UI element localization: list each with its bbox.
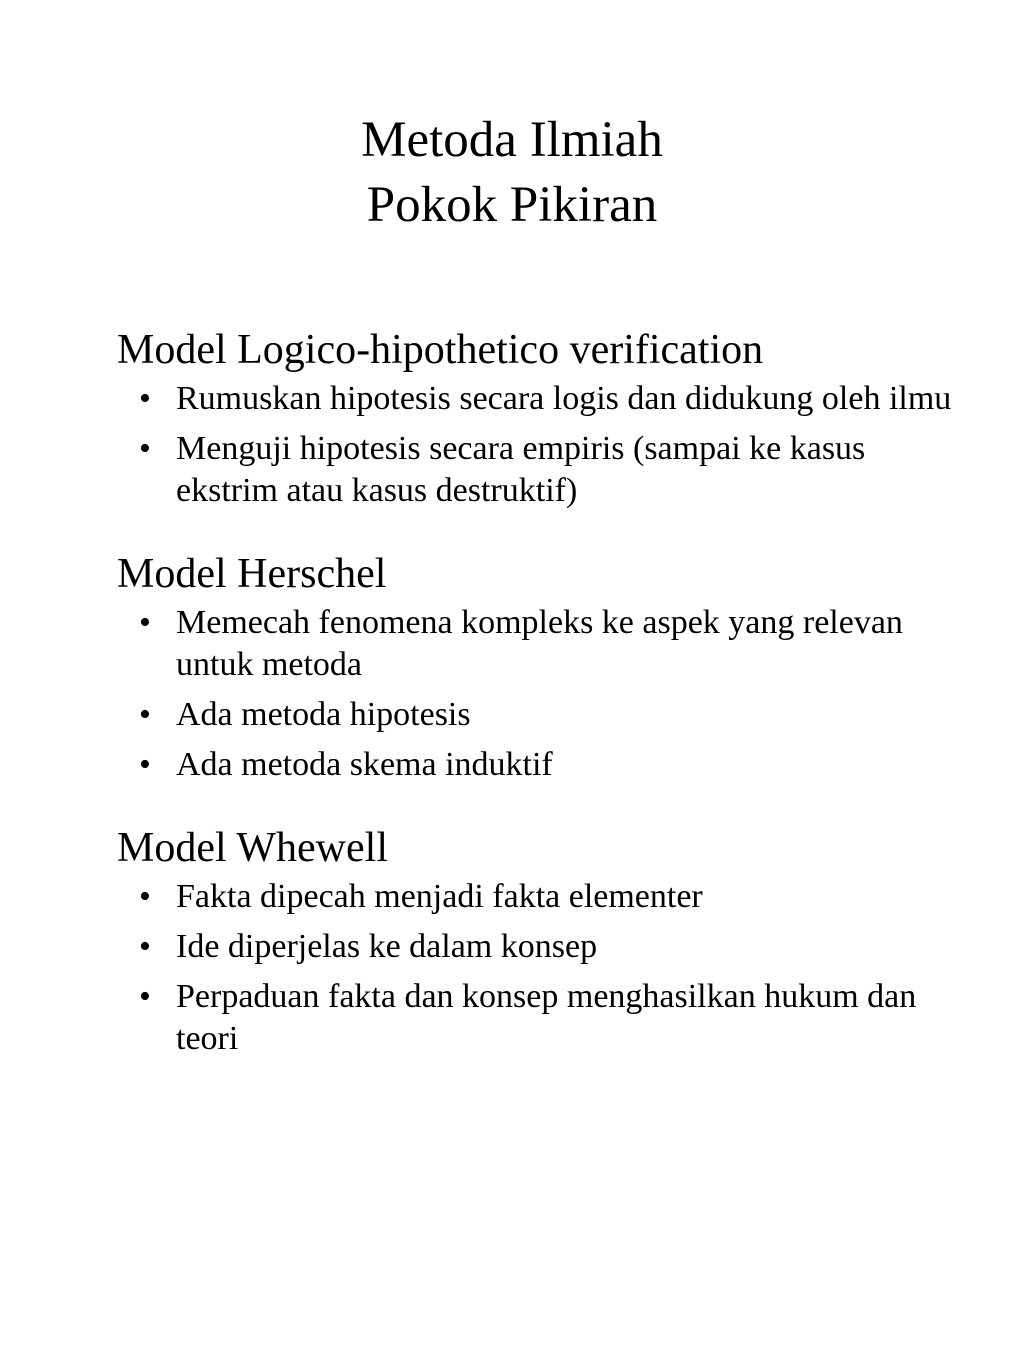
bullet-icon: •: [139, 430, 151, 467]
section-heading: Model Logico-hipothetico verification: [117, 327, 764, 373]
slide-content: [117, 324, 957, 1096]
bullet-icon: •: [139, 380, 151, 417]
bullet-icon: •: [139, 696, 151, 733]
title-line-2: Pokok Pikiran: [366, 177, 658, 233]
title-line-1: Metoda Ilmiah: [361, 112, 663, 168]
bullet-item: [117, 378, 957, 420]
section-whewell: [117, 822, 957, 1060]
bullet-item: [117, 428, 957, 512]
bullet-item: [117, 976, 957, 1060]
slide-title: [0, 108, 1024, 238]
bullet-item: [117, 876, 957, 918]
bullet-text: Perpaduan fakta dan konsep menghasilkan hukum dan teori: [176, 978, 917, 1057]
bullet-item: [117, 602, 957, 686]
bullet-list: [117, 602, 957, 786]
bullet-text: Ada metoda skema induktif: [176, 746, 553, 783]
bullet-text: Ada metoda hipotesis: [176, 696, 471, 733]
bullet-text: Ide diperjelas ke dalam konsep: [176, 928, 598, 965]
bullet-icon: •: [139, 928, 151, 965]
bullet-icon: •: [139, 604, 151, 641]
bullet-list: [117, 378, 957, 512]
section-heading: Model Whewell: [117, 825, 388, 871]
bullet-text: Rumuskan hipotesis secara logis dan didukung oleh ilmu: [176, 380, 952, 417]
bullet-icon: •: [139, 978, 151, 1015]
bullet-item: [117, 744, 957, 786]
bullet-icon: •: [139, 746, 151, 783]
bullet-item: [117, 694, 957, 736]
section-herschel: [117, 548, 957, 786]
bullet-item: [117, 926, 957, 968]
bullet-icon: •: [139, 878, 151, 915]
bullet-text: Memecah fenomena kompleks ke aspek yang relevan untuk metoda: [176, 604, 903, 683]
section-logico-hipothetico: [117, 324, 957, 512]
section-heading: Model Herschel: [117, 551, 387, 597]
bullet-text: Menguji hipotesis secara empiris (sampai ke kasus ekstrim atau kasus destruktif): [176, 430, 866, 509]
bullet-text: Fakta dipecah menjadi fakta elementer: [176, 878, 703, 915]
bullet-list: [117, 876, 957, 1060]
